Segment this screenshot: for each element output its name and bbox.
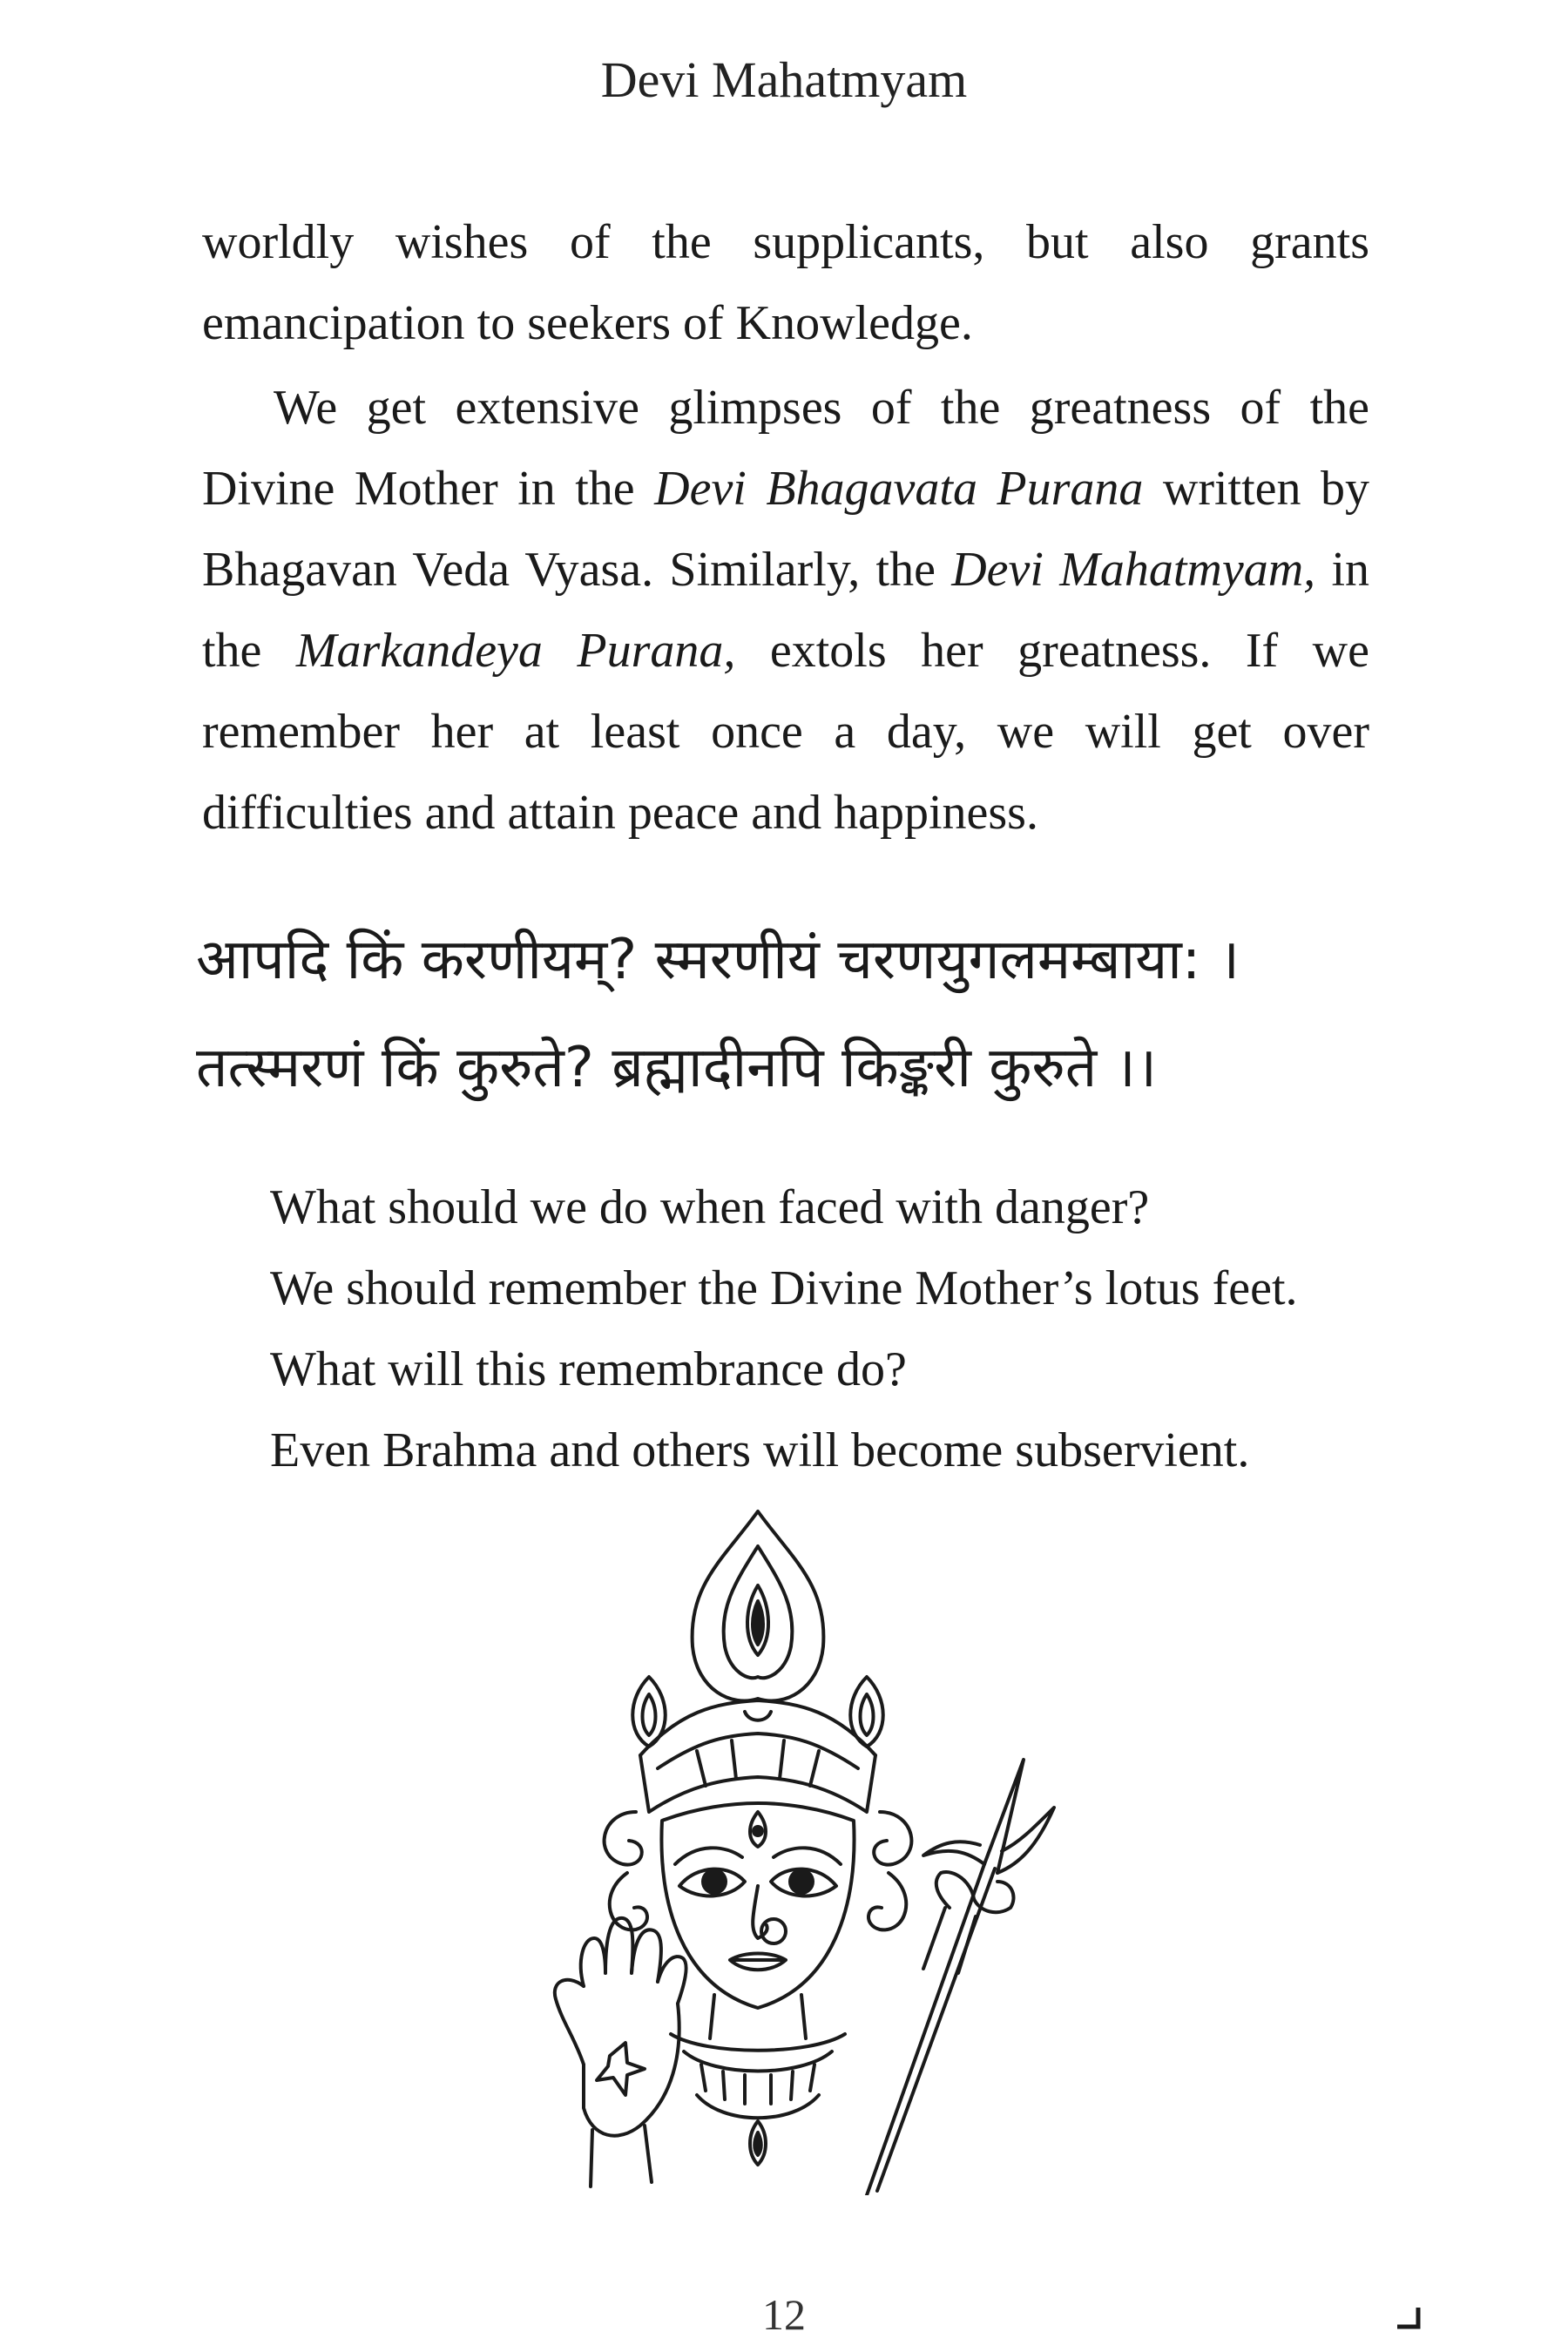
paragraph-continued: [202, 202, 1369, 364]
translation-line-2: We should remember the Divine Mother’s lotus feet.: [270, 1261, 1298, 1315]
translation-line-1: What should we do when faced with danger?: [270, 1180, 1150, 1234]
paragraph-greatness: [202, 368, 1369, 854]
verse-line-2: तत्स्मरणं किं कुरुते? ब्रह्मादीनपि किङ्करी कुरुते ।।: [196, 1036, 1158, 1100]
p2-text-3: in the: [202, 543, 1370, 678]
title-markandeya-purana: Markandeya Purana,: [295, 624, 736, 678]
goddess-durga-icon: [497, 1498, 1071, 2195]
corner-mark-icon: [1392, 2304, 1427, 2330]
translation-line-4: Even Brahma and others will become subservient.: [270, 1423, 1250, 1477]
title-devi-mahatmyam: Devi Mahatmyam,: [951, 543, 1316, 597]
p2-text-1: We get extensive glimpses of the greatness of the Divine Mother in the: [202, 381, 1369, 516]
verse-translation: [270, 1167, 1402, 1491]
paragraph-2-text: [202, 368, 1369, 854]
verse-line-1: आपदि किं करणीयम्? स्मरणीयं चरणयुगलमम्बाया: ।: [196, 928, 1240, 992]
paragraph-1-text: worldly wishes of the supplicants, but also grants emancipation to seekers of Knowledge.: [202, 215, 1369, 350]
running-title: Devi Mahatmyam: [600, 51, 968, 108]
p2-text-4: extols her greatness. If we remember her at least once a day, we will get over difficulties and attain peace and happiness.: [202, 624, 1369, 840]
translation-line-3: What will this remembrance do?: [270, 1342, 907, 1396]
title-devi-bhagavata-purana: Devi Bhagavata Purana: [654, 462, 1144, 516]
sanskrit-verse: [196, 906, 1381, 1122]
p2-text-2: written by Bhagavan Veda Vyasa. Similarly, the: [202, 462, 1369, 597]
page-number: 12: [762, 2290, 806, 2339]
